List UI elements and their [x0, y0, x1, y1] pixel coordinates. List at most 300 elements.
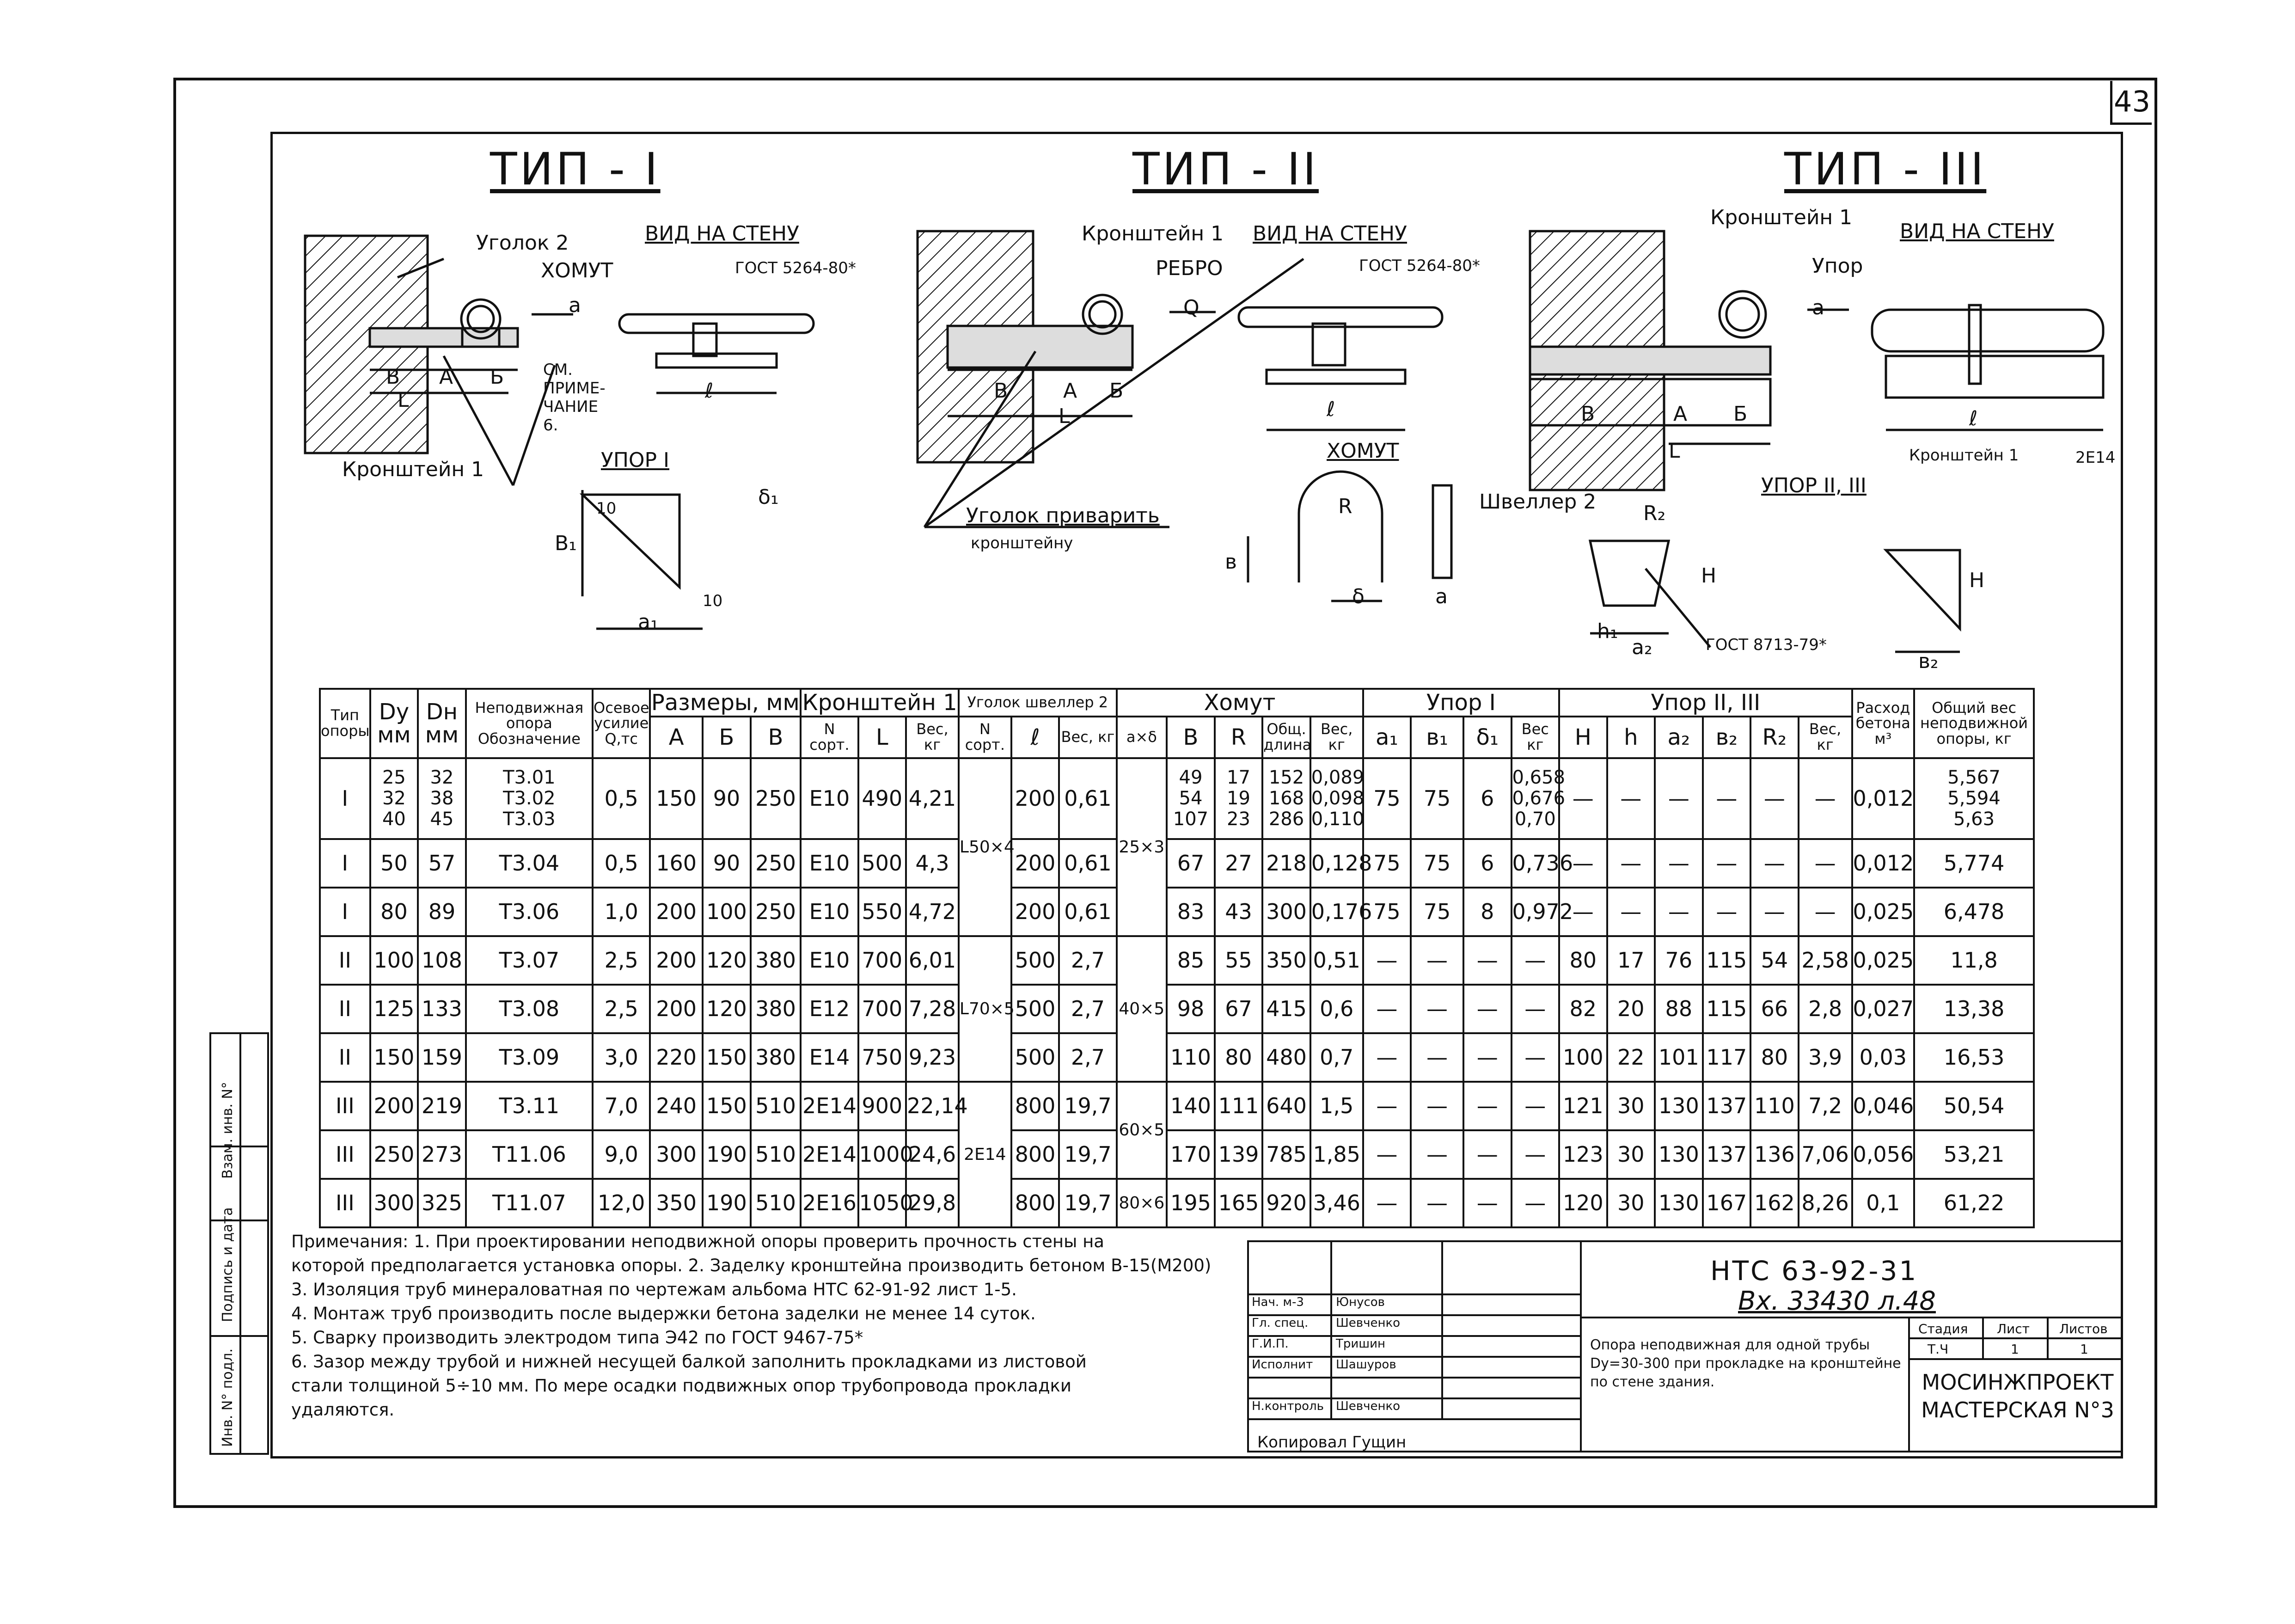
cell-dn: 57 — [418, 839, 466, 888]
cell-qh: 30 — [1607, 1082, 1655, 1130]
cell-pb: — — [1411, 1033, 1463, 1082]
cell-B: 120 — [703, 936, 751, 985]
cell-beton: 0,012 — [1852, 758, 1915, 839]
cell-B: 100 — [703, 888, 751, 936]
th-obves: Общий вес неподвижной опоры, кг — [1914, 689, 2034, 758]
cell-pd: — — [1463, 1033, 1512, 1082]
cell-hv: 110 — [1167, 1033, 1215, 1082]
note-line: 4. Монтаж труб производить после выдержки бетона заделки не менее 14 суток. — [291, 1304, 1036, 1324]
cell-tip: I — [320, 839, 370, 888]
t2-gost-label: ГОСТ 5264-80* — [1359, 257, 1480, 275]
cell-oboz: Т11.07 — [466, 1179, 593, 1227]
cell-V: 380 — [751, 936, 801, 985]
cell-B: 150 — [703, 1033, 751, 1082]
t1-dim-L: L — [398, 388, 409, 412]
cell-pd: 6 — [1463, 758, 1512, 839]
t3-dim-b: Б — [1733, 402, 1748, 426]
note-line: 3. Изоляция труб минераловатная по чертежам альбома НТС 62-91-92 лист 1-5. — [291, 1280, 1017, 1299]
t3-dim-a: А — [1673, 402, 1688, 426]
th-ugolok: Уголок швеллер 2 — [959, 689, 1117, 717]
cell-oboz: Т3.09 — [466, 1033, 593, 1082]
left-stamp — [203, 1036, 247, 1452]
th-h-ves: Вес, кг — [1310, 717, 1363, 758]
cell-B: 190 — [703, 1130, 751, 1179]
cell-hves: 0,7 — [1310, 1033, 1363, 1082]
cell-hR: 165 — [1215, 1179, 1263, 1227]
t1-gost-label: ГОСТ 5264-80* — [735, 259, 856, 277]
cell-pa: — — [1363, 936, 1411, 985]
cell-qh: — — [1607, 839, 1655, 888]
cell-pa: 75 — [1363, 839, 1411, 888]
cell-qR: — — [1750, 839, 1799, 888]
cell-V: 510 — [751, 1130, 801, 1179]
cell-qb: 115 — [1703, 985, 1751, 1033]
cell-pb: — — [1411, 1082, 1463, 1130]
cell-tip: II — [320, 985, 370, 1033]
note-line: которой предполагается установка опоры. 2. Заделку кронштейна производить бетоном В-15(М200) — [291, 1256, 1212, 1275]
cell-oboz: Т3.01 Т3.02 Т3.03 — [466, 758, 593, 839]
th-khomut: Хомут — [1117, 689, 1363, 717]
cell-V: 250 — [751, 758, 801, 839]
t2-kronshtein-label: Кронштейн 1 — [1082, 222, 1224, 245]
th-k-ves: Вес, кг — [906, 717, 959, 758]
cell-oboz: Т3.11 — [466, 1082, 593, 1130]
cell-hdl: 920 — [1262, 1179, 1310, 1227]
cell-V: 380 — [751, 985, 801, 1033]
cell-hves: 1,85 — [1310, 1130, 1363, 1179]
cell-hves: 0,51 — [1310, 936, 1363, 985]
cell-qves: — — [1799, 758, 1852, 839]
cell-A: 350 — [650, 1179, 703, 1227]
tb-name: Шевченко — [1336, 1316, 1401, 1330]
cell-hdl: 785 — [1262, 1130, 1310, 1179]
cell-hR: 80 — [1215, 1033, 1263, 1082]
cell-pa: 75 — [1363, 888, 1411, 936]
cell-khomut_3: 60×5 — [1117, 1082, 1167, 1179]
tb-role: Г.И.П. — [1252, 1337, 1289, 1351]
cell-kn: Е10 — [801, 839, 858, 888]
stage-value: Т.Ч — [1928, 1342, 1949, 1357]
cell-pves: 0,736 — [1512, 839, 1560, 888]
cell-ugolok_2: L70×5 — [959, 936, 1011, 1082]
th-beton: Расход бетона м³ — [1852, 689, 1915, 758]
cell-hdl: 218 — [1262, 839, 1310, 888]
cell-qves: 2,8 — [1799, 985, 1852, 1033]
th-usilie: Осевое усилие Q,тс — [593, 689, 650, 758]
cell-dn: 133 — [418, 985, 466, 1033]
cell-obves: 16,53 — [1914, 1033, 2034, 1082]
lists-header: Листов — [2059, 1321, 2108, 1336]
cell-khomut_1: 25×3 — [1117, 758, 1167, 936]
type-1-title: ТИП - I — [490, 143, 661, 195]
cell-qH: — — [1559, 839, 1607, 888]
cell-qR: 54 — [1750, 936, 1799, 985]
cell-kves: 22,14 — [906, 1082, 959, 1130]
note-line: 5. Сварку производить электродом типа Э42 по ГОСТ 9467-75* — [291, 1328, 863, 1348]
cell-qR: — — [1750, 758, 1799, 839]
cell-A: 300 — [650, 1130, 703, 1179]
cell-qH: 82 — [1559, 985, 1607, 1033]
cell-dy: 100 — [370, 936, 418, 985]
cell-qves: 2,58 — [1799, 936, 1852, 985]
cell-qa: 88 — [1655, 985, 1703, 1033]
cell-hv: 140 — [1167, 1082, 1215, 1130]
cell-ul: 800 — [1011, 1130, 1059, 1179]
cell-qh: 30 — [1607, 1130, 1655, 1179]
table-row — [320, 888, 2034, 936]
cell-qves: — — [1799, 839, 1852, 888]
kopiroval: Копировал Гущин — [1257, 1433, 1407, 1452]
note-line: Примечания: 1. При проектировании неподвижной опоры проверить прочность стены на — [291, 1232, 1104, 1251]
th-k-L: L — [858, 717, 906, 758]
cell-uves: 0,61 — [1059, 839, 1116, 888]
cell-hv: 98 — [1167, 985, 1215, 1033]
tb-role: Нач. м-3 — [1252, 1295, 1304, 1309]
table-row — [320, 936, 2034, 985]
cell-qa: — — [1655, 888, 1703, 936]
cell-kn: 2Е14 — [801, 1130, 858, 1179]
th-razmery: Размеры, мм — [650, 689, 801, 717]
t3-upor-label: Упор — [1812, 254, 1863, 278]
cell-obves: 5,774 — [1914, 839, 2034, 888]
cell-uves: 19,7 — [1059, 1082, 1116, 1130]
cell-tip: II — [320, 1033, 370, 1082]
cell-pd: 8 — [1463, 888, 1512, 936]
cell-qb: 117 — [1703, 1033, 1751, 1082]
cell-dn: 219 — [418, 1082, 466, 1130]
cell-A: 160 — [650, 839, 703, 888]
cell-qa: 130 — [1655, 1082, 1703, 1130]
notes — [291, 1230, 1239, 1422]
cell-kves: 7,28 — [906, 985, 959, 1033]
t1-khomut-label: ХОМУТ — [541, 259, 613, 282]
cell-hR: 17 19 23 — [1215, 758, 1263, 839]
cell-qa: 101 — [1655, 1033, 1703, 1082]
th-q-h: h — [1607, 717, 1655, 758]
cell-A: 240 — [650, 1082, 703, 1130]
cell-ul: 200 — [1011, 888, 1059, 936]
table-row — [320, 985, 2034, 1033]
cell-hdl: 640 — [1262, 1082, 1310, 1130]
cell-q: 3,0 — [593, 1033, 650, 1082]
cell-oboz: Т3.04 — [466, 839, 593, 888]
cell-kL: 700 — [858, 936, 906, 985]
t1-dim-l: ℓ — [705, 379, 714, 403]
t1-a-label: a — [569, 294, 581, 317]
cell-tip: II — [320, 936, 370, 985]
cell-hR: 67 — [1215, 985, 1263, 1033]
cell-dn: 273 — [418, 1130, 466, 1179]
tb-role: Исполнит — [1252, 1358, 1313, 1372]
cell-qR: 80 — [1750, 1033, 1799, 1082]
stage-header: Стадия — [1918, 1321, 1968, 1336]
th-p-a: a₁ — [1363, 717, 1411, 758]
cell-qb: 137 — [1703, 1082, 1751, 1130]
cell-B: 150 — [703, 1082, 751, 1130]
cell-oboz: Т3.07 — [466, 936, 593, 985]
th-h-dl: Общ. длина — [1262, 717, 1310, 758]
table-row — [320, 1033, 2034, 1082]
type-3-title: ТИП - III — [1784, 143, 1987, 195]
cell-pves: 0,658 0,676 0,70 — [1512, 758, 1560, 839]
cell-hves: 0,6 — [1310, 985, 1363, 1033]
cell-qb: — — [1703, 839, 1751, 888]
note-line: стали толщиной 5÷10 мм. По мере осадки подвижных опор трубопровода прокладки — [291, 1376, 1071, 1396]
cell-pa: — — [1363, 1130, 1411, 1179]
cell-kL: 490 — [858, 758, 906, 839]
note-line: удаляются. — [291, 1400, 395, 1420]
cell-obves: 11,8 — [1914, 936, 2034, 985]
cell-hR: 43 — [1215, 888, 1263, 936]
cell-kL: 900 — [858, 1082, 906, 1130]
cell-qH: 121 — [1559, 1082, 1607, 1130]
cell-q: 2,5 — [593, 936, 650, 985]
cell-pa: — — [1363, 985, 1411, 1033]
t1-see-note-label: СМ. ПРИМЕ- ЧАНИЕ 6. — [543, 361, 606, 435]
cell-obves: 5,567 5,594 5,63 — [1914, 758, 2034, 839]
cell-pves: — — [1512, 985, 1560, 1033]
cell-uves: 19,7 — [1059, 1130, 1116, 1179]
cell-beton: 0,025 — [1852, 936, 1915, 985]
cell-kL: 1000 — [858, 1130, 906, 1179]
t3-upor23-label: УПОР II, III — [1761, 474, 1867, 497]
cell-ul: 800 — [1011, 1082, 1059, 1130]
cell-hv: 83 — [1167, 888, 1215, 936]
t3-dim-l: ℓ — [1969, 407, 1978, 430]
cell-qb: — — [1703, 888, 1751, 936]
cell-khomut_2: 40×5 — [1117, 936, 1167, 1082]
cell-qa: 76 — [1655, 936, 1703, 985]
cell-qh: 22 — [1607, 1033, 1655, 1082]
cell-obves: 13,38 — [1914, 985, 2034, 1033]
cell-tip: III — [320, 1130, 370, 1179]
cell-A: 200 — [650, 936, 703, 985]
cell-pb: 75 — [1411, 839, 1463, 888]
th-u-n: N сорт. — [959, 717, 1011, 758]
sheet-number: 43 — [2110, 81, 2152, 125]
cell-qR: — — [1750, 888, 1799, 936]
cell-ugolok_3: 2Е14 — [959, 1082, 1011, 1227]
th-q-R: R₂ — [1750, 717, 1799, 758]
cell-kves: 24,6 — [906, 1130, 959, 1179]
tb-role: Гл. спец. — [1252, 1316, 1309, 1330]
cell-kn: Е12 — [801, 985, 858, 1033]
cell-ul: 500 — [1011, 1033, 1059, 1082]
cell-kL: 1050 — [858, 1179, 906, 1227]
cell-dy: 150 — [370, 1033, 418, 1082]
cell-pves: — — [1512, 1179, 1560, 1227]
cell-qH: 80 — [1559, 936, 1607, 985]
th-kronshtein: Кронштейн 1 — [801, 689, 959, 717]
doc-code: НТС 63-92-31 — [1710, 1255, 1918, 1287]
t2-delta-label: δ — [1352, 585, 1365, 608]
t3-wall-view-label: ВИД НА СТЕНУ — [1900, 220, 2054, 243]
spec-table — [319, 688, 2035, 1228]
cell-pves: — — [1512, 1130, 1560, 1179]
cell-ugolok_1: L50×4 — [959, 758, 1011, 936]
cell-pa: — — [1363, 1033, 1411, 1082]
cell-hR: 27 — [1215, 839, 1263, 888]
cell-A: 200 — [650, 888, 703, 936]
cell-V: 510 — [751, 1082, 801, 1130]
cell-kn: Е14 — [801, 1033, 858, 1082]
list-header: Лист — [1997, 1321, 2030, 1336]
cell-qR: 66 — [1750, 985, 1799, 1033]
cell-qH: 123 — [1559, 1130, 1607, 1179]
cell-hR: 139 — [1215, 1130, 1263, 1179]
cell-kn: Е10 — [801, 758, 858, 839]
t1-dim-b: Б — [490, 365, 504, 389]
t1-d10-label: 10 — [596, 499, 617, 518]
cell-hdl: 480 — [1262, 1033, 1310, 1082]
cell-q: 1,0 — [593, 888, 650, 936]
cell-V: 510 — [751, 1179, 801, 1227]
note-line: 6. Зазор между трубой и нижней несущей балкой заполнить прокладками из листовой — [291, 1352, 1087, 1372]
cell-dn: 32 38 45 — [418, 758, 466, 839]
cell-pves: — — [1512, 936, 1560, 985]
cell-hv: 170 — [1167, 1130, 1215, 1179]
cell-kves: 6,01 — [906, 936, 959, 985]
cell-hv: 195 — [1167, 1179, 1215, 1227]
cell-ul: 200 — [1011, 758, 1059, 839]
t2-ugolok-note: Уголок приварить — [966, 504, 1160, 527]
cell-qH: — — [1559, 758, 1607, 839]
cell-ul: 200 — [1011, 839, 1059, 888]
cell-hv: 85 — [1167, 936, 1215, 985]
t3-v2-label: в₂ — [1918, 650, 1939, 673]
cell-B: 90 — [703, 758, 751, 839]
cell-q: 2,5 — [593, 985, 650, 1033]
stamp-podpis: Подпись и дата — [220, 1207, 236, 1322]
cell-ul: 500 — [1011, 936, 1059, 985]
lists-value: 1 — [2080, 1342, 2088, 1357]
t1-kronshtein-label: Кронштейн 1 — [342, 458, 484, 481]
t3-R2-label: R₂ — [1643, 502, 1666, 525]
cell-uves: 2,7 — [1059, 985, 1116, 1033]
cell-pves: — — [1512, 1033, 1560, 1082]
cell-qb: 115 — [1703, 936, 1751, 985]
cell-qh: 20 — [1607, 985, 1655, 1033]
th-upor23: Упор II, III — [1559, 689, 1852, 717]
t3-kronshtein-label: Кронштейн 1 — [1710, 206, 1853, 229]
cell-dy: 300 — [370, 1179, 418, 1227]
inbound-number: Вх. 33430 л.48 — [1738, 1286, 1936, 1316]
cell-qR: 136 — [1750, 1130, 1799, 1179]
cell-obves: 61,22 — [1914, 1179, 2034, 1227]
cell-qH: — — [1559, 888, 1607, 936]
table-row — [320, 1179, 2034, 1227]
cell-obves: 50,54 — [1914, 1082, 2034, 1130]
cell-pb: — — [1411, 1179, 1463, 1227]
cell-pb: — — [1411, 985, 1463, 1033]
t3-dim-v: В — [1581, 402, 1595, 426]
cell-ul: 800 — [1011, 1179, 1059, 1227]
cell-oboz: Т11.06 — [466, 1130, 593, 1179]
cell-qR: 162 — [1750, 1179, 1799, 1227]
cell-pb: — — [1411, 936, 1463, 985]
cell-hdl: 415 — [1262, 985, 1310, 1033]
t1-dim-v: В — [386, 365, 400, 389]
cell-hves: 0,176 — [1310, 888, 1363, 936]
cell-uves: 2,7 — [1059, 1033, 1116, 1082]
t2-dim-l: ℓ — [1327, 398, 1335, 421]
cell-dy: 80 — [370, 888, 418, 936]
th-q-b: в₂ — [1703, 717, 1751, 758]
th-upor1: Упор I — [1363, 689, 1559, 717]
drawings — [0, 0, 2295, 684]
cell-pb: 75 — [1411, 888, 1463, 936]
cell-kves: 9,23 — [906, 1033, 959, 1082]
cell-tip: I — [320, 888, 370, 936]
t3-dim-L: L — [1669, 439, 1680, 463]
type-2-title: ТИП - II — [1132, 143, 1319, 195]
th-h-v: В — [1167, 717, 1215, 758]
cell-kn: Е10 — [801, 888, 858, 936]
cell-kves: 4,72 — [906, 888, 959, 936]
th-oboz: Неподвижная опора Обозначение — [466, 689, 593, 758]
cell-hv: 67 — [1167, 839, 1215, 888]
th-h-axd: a×δ — [1117, 717, 1167, 758]
cell-hv: 49 54 107 — [1167, 758, 1215, 839]
cell-pb: — — [1411, 1130, 1463, 1179]
cell-kves: 4,21 — [906, 758, 959, 839]
t3-a2-label: a₂ — [1632, 636, 1652, 659]
cell-qh: 30 — [1607, 1179, 1655, 1227]
th-dn: Dн мм — [418, 689, 466, 758]
cell-pa: — — [1363, 1082, 1411, 1130]
cell-qh: — — [1607, 758, 1655, 839]
cell-beton: 0,027 — [1852, 985, 1915, 1033]
spec-table-wrap — [319, 688, 2035, 1220]
cell-tip: III — [320, 1082, 370, 1130]
cell-pd: — — [1463, 936, 1512, 985]
cell-qh: — — [1607, 888, 1655, 936]
cell-qves: 7,2 — [1799, 1082, 1852, 1130]
cell-B: 190 — [703, 1179, 751, 1227]
cell-kn: 2Е16 — [801, 1179, 858, 1227]
th-p-b: в₁ — [1411, 717, 1463, 758]
t1-a1-label: a₁ — [638, 610, 659, 634]
cell-q: 0,5 — [593, 758, 650, 839]
t3-a-label: a — [1812, 296, 1824, 319]
th-tip: Тип опоры — [320, 689, 370, 758]
cell-tip: I — [320, 758, 370, 839]
cell-pd: — — [1463, 985, 1512, 1033]
cell-pb: 75 — [1411, 758, 1463, 839]
stamp-vzam: Взам. инв. N° — [220, 1082, 236, 1179]
cell-beton: 0,03 — [1852, 1033, 1915, 1082]
th-u-ves: Вес, кг — [1059, 717, 1116, 758]
cell-qves: 8,26 — [1799, 1179, 1852, 1227]
t3-profile-label: 2Е14 — [2075, 448, 2116, 467]
th-p-d: δ₁ — [1463, 717, 1512, 758]
cell-kn: 2Е14 — [801, 1082, 858, 1130]
t2-wall-view-label: ВИД НА СТЕНУ — [1253, 222, 1407, 245]
cell-V: 250 — [751, 839, 801, 888]
org-name: МОСИНЖПРОЕКТ — [1922, 1370, 2114, 1395]
cell-hdl: 152 168 286 — [1262, 758, 1310, 839]
cell-qa: 130 — [1655, 1130, 1703, 1179]
cell-q: 9,0 — [593, 1130, 650, 1179]
cell-dy: 125 — [370, 985, 418, 1033]
tb-name: Тришин — [1336, 1337, 1385, 1351]
cell-q: 12,0 — [593, 1179, 650, 1227]
th-B: Б — [703, 717, 751, 758]
cell-A: 220 — [650, 1033, 703, 1082]
cell-kL: 750 — [858, 1033, 906, 1082]
cell-q: 7,0 — [593, 1082, 650, 1130]
cell-hves: 3,46 — [1310, 1179, 1363, 1227]
